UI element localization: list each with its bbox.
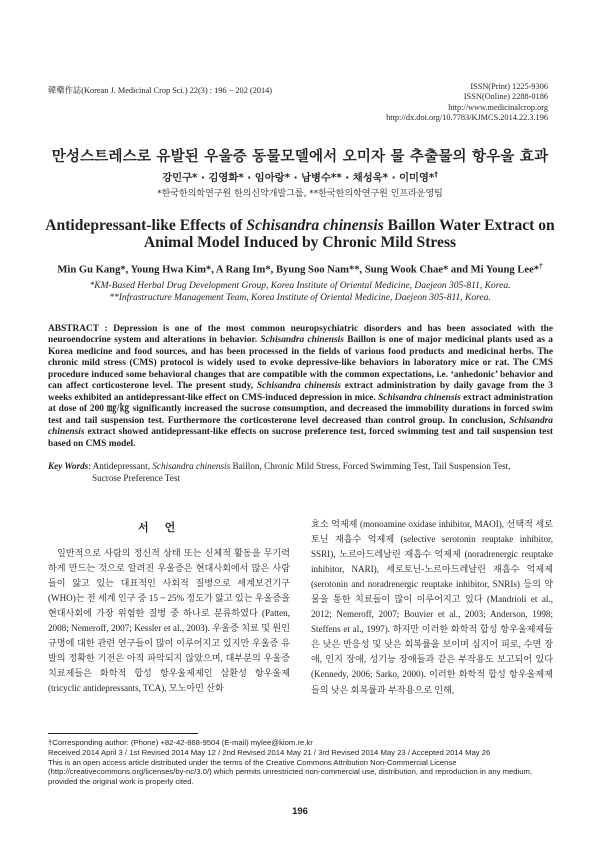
intro-paragraph-right: 효소 억제제 (monoamine oxidase inhibitor, MAOI), 선택적 세로토닌 재흡수 억제제 (selective serotonin reuptake inhibitor, SSRI), 노르아드레날린 재흡수 억제제 (noradrenergic reuptake inhibitor, NARI), 세로토닌-노르아드레날린 재흡수 억제제 (serotonin and noradrenergic reuptake inhibitor, SNRIs) 등의 약물을 통한 치료들이 많이 이루어지고 있다 (Mandrioli et al., 2012; Nemeroff, 2007; Bouvier et al., 2003; Anderson, 1998; Steffens et al., 1997). 하지만 이러한 화학적 합성 항우울제제들은 낮은 반응성 및 낮은 회복률을 보이며 심지어 피로, 수면 장애, 인지 장애, 성기능 장애들과 같은 부작용도 보고되어 있다 (Kennedy, 2006; Sarko, 2000). 이러한 화학적 합성 항우울제제들의 낮은 회복률과 부작용으로 인해, (311, 519, 553, 695)
english-title-part1: Antidepressant-like Effects of (45, 217, 247, 234)
footnote (48, 738, 556, 787)
english-title (40, 217, 560, 251)
footnote-divider (48, 733, 198, 734)
intro-left-column (48, 546, 290, 696)
keywords-label: Key Words (48, 461, 89, 471)
abstract-text-4: extract administration at dose of 200 ㎎/㎏ significantly increased the sucrose consumption, and decreased the immobility durations in forced swim test and tail suspension test. Furthermore the corticosterone level decreased than control group. In conclusion, (48, 392, 554, 426)
intro-paragraph-left: 일반적으로 사람의 정신적 상태 또는 신체적 활동을 무기력하게 만드는 것으로 알려진 우울증은 현대사회에서 많은 사람들이 앓고 있는 대표적인 사회적 질병으로 세계보건기구(WHO)는 전 세계 인구 중 15 ~ 25% 정도가 앓고 있는 우울증을 현대사회에 가장 위험한 질병 중 하나로 분류하였다 (Patten, 2008; Nemeroff, 2007; Kessler et al., 2003). 우울증 치료 및 원인 규명에 대한 관련 연구들이 많이 이루어지고 있지만 우울증 유발의 정확한 기전은 아직 파악되지 않았으며, 대부분의 우울증 치료제들은 화학적 합성 항우울제제인 삼환성 항우울제 (tricyclic antidepressants, TCA), 모노아민 산화 (48, 548, 290, 694)
korean-authors (0, 169, 600, 184)
abstract-species-1: Schisandra chinensis (260, 335, 344, 346)
korean-affiliation: *한국한의학연구원 한의신약개발그룹, **한국한의학연구원 인프라운영팀 (157, 189, 443, 199)
keywords (48, 461, 553, 484)
doi-link[interactable]: http://dx.doi.org/10.7783/KJMCS.2014.22.3.196 (386, 113, 548, 123)
issn-online: ISSN(Online) 2288-0186 (463, 92, 548, 102)
keywords-colon: : (88, 461, 93, 471)
keyword-species: Schisandra chinensis (152, 461, 231, 471)
received-dates: Received 2014 April 3 / 1st Revised 2014 May 12 / 2nd Revised 2014 May 21 / 3rd Revised 2014 May 23 / Accepted 2014 May 26 (48, 747, 491, 757)
intro-right-column (311, 517, 553, 698)
korean-title: 만성스트레스로 유발된 우울증 동물모델에서 오미자 물 추출물의 항우울 효과 (51, 149, 549, 165)
english-affiliation-2: **Infrastructure Management Team, Korea Institute of Oriental Medicine, Daejeon 305-811, Korea. (109, 292, 491, 303)
korean-author-mark: † (434, 170, 438, 179)
corresponding-author: †Corresponding author: (Phone) +82-42-868-9504 (E-mail) mylee@kiom.re.kr (48, 738, 313, 747)
english-title-species: Schisandra chinensis (246, 217, 384, 234)
keywords-line-2: Sucrose Preference Test (92, 472, 180, 483)
page-number: 196 (292, 806, 308, 817)
journal-website[interactable]: http://www.medicinalcrop.org (448, 102, 548, 112)
abstract-text-3: extract administration by daily gavage from the 3 weeks exhibited an antidepressant-like effect on CMS-induced depression in mice. (48, 381, 553, 403)
abstract-text-2: Baillon is one of major medicinal plants used as a Korea medicine and food sources, and has been processed in the fields of various food products and medicinal herbs. The chronic mild stress (CMS) protocol is widely used to evoke depressive-like behaviors in laboratory mice or rat. The CMS procedure induced some behavioral changes that are compatible with the common expectations, i.e. ‘anhedonic’ behavior and can affect corticosterone level. The present study, (48, 335, 553, 392)
abstract-species-2: Schisandra chinensis (256, 381, 341, 392)
english-title-part2: Baillon Water Extract on Animal Model Induced by Chronic Mild Stress (143, 217, 555, 251)
journal-citation: 韓藥作誌(Korean J. Medicinal Crop Sci.) 22(3) : 196 − 202 (2014) (48, 86, 273, 95)
journal-info (386, 82, 548, 124)
abstract (48, 324, 553, 450)
english-authors (0, 262, 600, 276)
korean-author-names: 강민구* · 김영화* · 임아랑* · 남병수** · 채성욱* · 이미영* (162, 172, 435, 184)
section-title: 서언 (138, 521, 192, 534)
issn-print: ISSN(Print) 1225-9306 (470, 82, 548, 91)
english-affiliation-1: *KM-Based Herbal Drug Development Group, Korea Institute of Oriental Medicine, Daejeon 305-811, Korea. (89, 281, 511, 291)
english-affiliations (0, 281, 600, 304)
english-author-names: Min Gu Kang*, Young Hwa Kim*, A Rang Im*, Byung Soo Nam**, Sung Wook Chae* and Mi Young Lee* (57, 264, 540, 276)
abstract-text-1: Depression is one of the most common neuropsychiatric disorders and has been associated with the neuroendocrine system and alterations in behavior. (48, 324, 554, 346)
abstract-species-4: Schisandra chinensis (48, 415, 553, 438)
license-text: This is an open access article distributed under the terms of the Creative Commons Attribution Non-Commercial License (http://creativecommons.org/licenses/by-nc/3.0/) which permits unrestricted non-commercial use, distribution, and reproduction in any medium, provided the original work is properly cited. (48, 757, 533, 787)
abstract-species-3: Schisandra chinensis (378, 392, 461, 403)
keyword-text-2: Baillon, Chronic Mild Stress, Forced Swimming Test, Tail Suspension Test, (230, 461, 511, 471)
abstract-label: ABSTRACT : (48, 324, 114, 334)
keyword-text-1: Antidepressant, (92, 461, 153, 471)
keywords-line-1 (48, 461, 553, 473)
english-author-mark: † (539, 262, 543, 270)
abstract-text-5: extract showed antidepressant-like effects on sucrose preference test, forced swimming test and tail suspension test based on CMS model. (48, 427, 553, 449)
